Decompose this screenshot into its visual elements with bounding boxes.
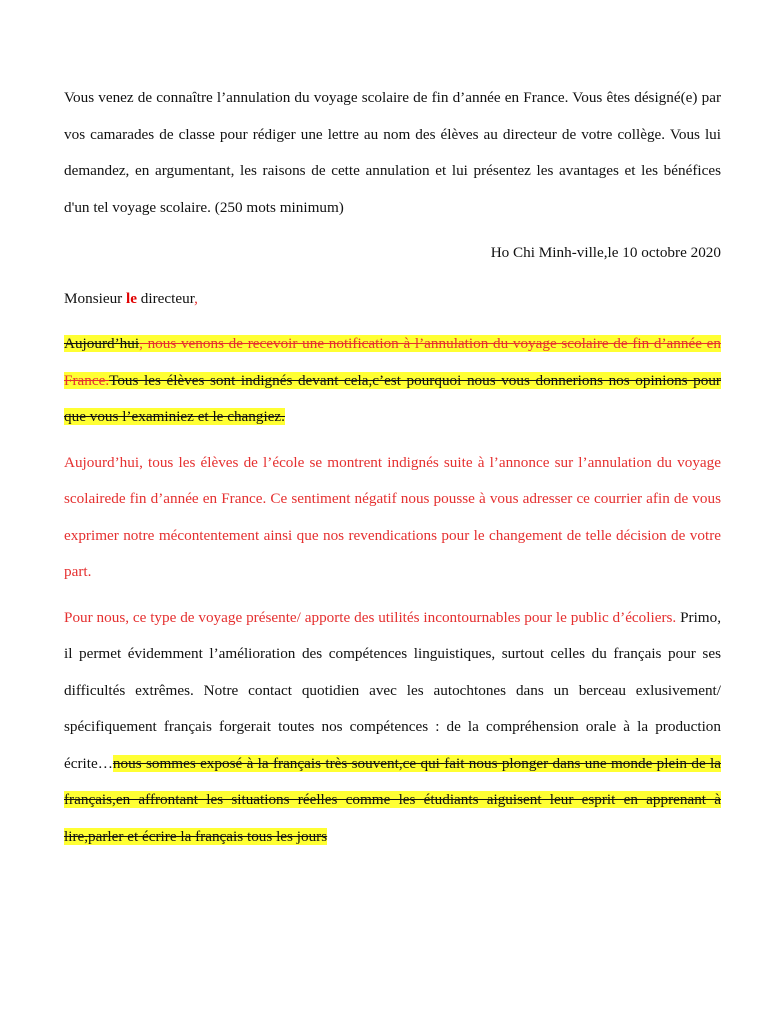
spacer (64, 591, 721, 600)
struck-black-sentence: Tous les élèves sont indignés devant cela,c’est pourquoi nous vous donnerions nos opinions pour que vous l’examiniez et le changiez. (64, 371, 721, 425)
argument-struck-text: nous sommes exposé à la français très souvent,ce qui fait nous plonger dans une monde plein de la français,en affrontant les situations réelles comme les étudiants aiguisent leur esprit en apprenant à lire,parler et écrire la français tous les jours (64, 754, 721, 845)
argument-red-intro: Pour nous, ce type de voyage présente/ apporte des utilités incontournables pour le public d’écoliers. (64, 608, 677, 626)
struck-paragraph (64, 326, 721, 436)
salutation-comma: , (194, 289, 198, 307)
spacer (64, 272, 721, 281)
assignment-prompt: Vous venez de connaître l’annulation du voyage scolaire de fin d’année en France. Vous êtes désigné(e) par vos camarades de classe pour rédiger une lettre au nom des élèves au directeur de votre collège. Vous lui demandez, en argumentant, les raisons de cette annulation et lui présentez les avantages et les bénéfices d'un tel voyage scolaire. (250 mots minimum) (64, 89, 721, 216)
struck-red-sentence: , nous venons de recevoir une notification à l’annulation du voyage scolaire de fin d’année en France. (64, 335, 721, 389)
salutation-article: le (126, 289, 137, 307)
place-and-date: Ho Chi Minh-ville,le 10 octobre 2020 (490, 244, 721, 261)
salutation-monsieur: Monsieur (64, 289, 127, 307)
salutation (64, 281, 721, 318)
struck-opening: Aujourd’hui (64, 335, 140, 352)
spacer (64, 436, 721, 445)
revised-paragraph: Aujourd’hui, tous les élèves de l’école se montrent indignés suite à l’annonce sur l’annulation du voyage scolairede fin d’année en France. Ce sentiment négatif nous pousse à vous adresser ce courrier afin de vous exprimer notre mécontentement ainsi que nos revendications pour le changement de telle décision de votre part. (64, 453, 721, 580)
spacer (64, 226, 721, 235)
argument-paragraph (64, 600, 721, 856)
salutation-directeur: directeur (136, 289, 195, 307)
argument-body: Primo, il permet évidemment l’amélioration des compétences linguistiques, surtout celles du français pour ses difficultés extrêmes. Notre contact quotidien avec les autochtones dans un berceau exlusivement/ spécifiquement français forgerait toutes nos compétences : de la compréhension orale à la production écrite… (64, 608, 721, 772)
letter-document (64, 80, 721, 855)
spacer (64, 317, 721, 326)
